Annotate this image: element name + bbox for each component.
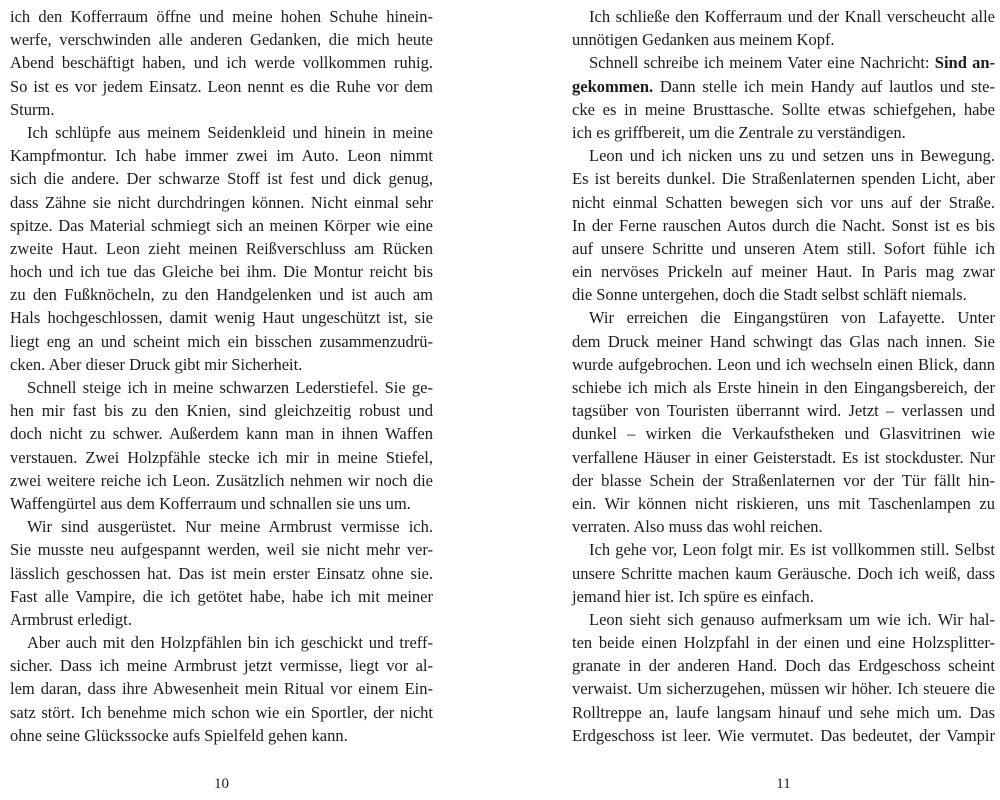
text-line: verstauen. Zwei Holzpfähle stecke ich mir in meine Stiefel, — [10, 447, 433, 467]
text-line: Ich schlüpfe aus meinem Seidenkleid und hinein in meine — [27, 122, 433, 142]
text-line: hen mir fast bis zu den Knien, sind gleichzeitig robust und — [10, 401, 433, 421]
text-line: lem daran, dass ihre Abwesenheit mein Ritual vor einem Ein- — [10, 679, 433, 699]
text-line: verraten. Also muss das wohl reichen. — [572, 517, 823, 537]
text-line: Leon sieht sich genauso aufmerksam um wie ich. Wir hal- — [589, 609, 995, 629]
text-line: die Sonne untergehen, doch die Stadt selbst schläft niemals. — [572, 285, 967, 305]
text-line: jemand hier ist. Ich spüre es einfach. — [572, 586, 814, 606]
text-line: Armbrust erledigt. — [10, 609, 132, 629]
page-right-text — [572, 5, 995, 747]
text-line: schiebe ich mich als Erste hinein in den Eingangsbereich, der — [572, 378, 995, 397]
text-line: ein nervöses Prickeln auf meiner Haut. In Paris mag zwar — [572, 262, 995, 282]
text-line: liegt eng an und scheint mich ein bisschen zusammenzudrü- — [10, 331, 433, 351]
text-line: satz stört. Ich benehme mich schon wie ein Sportler, der nicht — [10, 702, 433, 722]
page-number-right: 11 — [776, 776, 791, 792]
text-line: sich die andere. Der schwarze Stoff ist fest und dick genug, — [10, 169, 433, 189]
text-line: tagsüber von Touristen überrannt wird. Jetzt – verlassen und — [572, 401, 995, 421]
text-line: Wir sind ausgerüstet. Nur meine Armbrust vermisse ich. — [27, 517, 433, 537]
page-left-text — [10, 5, 433, 747]
text-line: ich den Kofferraum öffne und meine hohen Schuhe hinein- — [10, 7, 433, 26]
text-line: Hals hochgeschlossen, damit wenig Haut ungeschützt ist, sie — [10, 308, 433, 328]
text-line: Kampfmontur. Ich habe immer zwei im Auto. Leon nimmt — [10, 146, 433, 166]
text-line: cke es in meine Brusttasche. Sollte etwas schiefgehen, habe — [572, 99, 995, 119]
text-line: auf unsere Schritte und unseren Atem still. Sofort fühle ich — [572, 238, 995, 258]
text-line: verfallene Häuser in einer Geisterstadt. Es ist stockduster. Nur — [572, 447, 995, 467]
text-line: ein. Wir können nicht riskieren, uns mit Taschenlampen zu — [572, 493, 995, 513]
text-line: werfe, verschwinden alle anderen Gedanken, die mich heute — [10, 30, 433, 50]
text-line: doch nicht zu schwer. Außerdem kann man in ihnen Waffen — [10, 424, 433, 444]
text-line: Abend beschäftigt haben, und ich werde vollkommen ruhig. — [10, 53, 433, 73]
text-line: dass Zähne sie nicht durchdringen können. Nicht einmal sehr — [10, 192, 433, 212]
text-line: wurde aufgebrochen. Leon und ich wechseln einen Blick, dann — [572, 354, 995, 374]
text-line: Leon und ich nicken uns zu und setzen uns in Bewegung. — [589, 146, 995, 166]
text-line: Es ist bereits dunkel. Die Straßenlaternen spenden Licht, aber — [572, 169, 995, 189]
text-segment: Schnell schreibe ich meinem Vater eine Nachricht: — [589, 53, 935, 73]
text-line: unsere Schritte machen kaum Geräusche. Doch ich weiß, dass — [572, 563, 995, 583]
text-line: Ich gehe vor, Leon folgt mir. Es ist vollkommen still. Selbst — [589, 540, 995, 560]
text-line: Sturm. — [10, 99, 55, 119]
text-line: ten beide einen Holzpfahl in der einen und eine Holzsplitter- — [572, 633, 995, 653]
text-line: cken. Aber dieser Druck gibt mir Sicherheit. — [10, 354, 303, 374]
text-line: Wir erreichen die Eingangstüren von Lafayette. Unter — [589, 308, 995, 328]
text-line: Rolltreppe an, laufe langsam hinauf und sehe mich um. Das — [572, 702, 995, 722]
text-segment: Dann stelle ich mein Handy auf lautlos und ste- — [653, 76, 995, 96]
text-line: unnötigen Gedanken aus meinem Kopf. — [572, 30, 835, 50]
text-line: zweite Haut. Leon zieht meinen Reißverschluss am Rücken — [10, 238, 433, 258]
text-line: dem Druck meiner Hand schwingt das Glas nach innen. Sie — [572, 331, 995, 351]
text-line: granate in der anderen Hand. Doch das Erdgeschoss scheint — [572, 656, 995, 676]
text-line: In der Ferne rauschen Autos durch die Nacht. Sonst ist es bis — [572, 215, 995, 235]
text-line: spitze. Das Material schmiegt sich an meinen Körper wie eine — [10, 215, 433, 235]
text-line: Schnell steige ich in meine schwarzen Lederstiefel. Sie ge- — [27, 378, 433, 397]
text-line: lässlich geschossen hat. Das ist mein erster Einsatz ohne sie. — [10, 563, 433, 583]
text-line — [572, 51, 995, 74]
text-line: verwaist. Um sicherzugehen, müssen wir höher. Ich steuere die — [572, 679, 995, 699]
bold-text: gekommen. — [572, 76, 654, 96]
text-line: ohne seine Glückssocke aufs Spielfeld gehen kann. — [10, 725, 348, 745]
text-line: ich es griffbereit, um die Zentrale zu verständigen. — [572, 122, 906, 142]
page-number-left: 10 — [214, 776, 229, 792]
text-line: zwei weitere reiche ich Leon. Zusätzlich nehmen wir noch die — [10, 470, 433, 490]
text-line: Erdgeschoss ist leer. Wie vermutet. Das bedeutet, der Vampir — [572, 725, 995, 745]
text-line: So ist es vor jedem Einsatz. Leon nennt es die Ruhe vor dem — [10, 76, 433, 96]
text-line — [572, 75, 995, 98]
bold-text: Sind an- — [934, 53, 995, 73]
text-line: hoch und ich tue das Gleiche bei ihm. Die Montur reicht bis — [10, 262, 433, 282]
text-line: Fast alle Vampire, die ich getötet habe, habe ich mit meiner — [10, 586, 433, 606]
text-line: nicht einmal Schatten bewegen sich vor uns auf der Straße. — [572, 192, 995, 212]
text-line: sicher. Dass ich meine Armbrust jetzt vermisse, liegt vor al- — [10, 656, 433, 676]
text-line: dunkel – wirken die Verkaufstheken und Glasvitrinen wie — [572, 424, 995, 444]
text-line: Ich schließe den Kofferraum und der Knall verscheucht alle — [589, 7, 995, 26]
text-line: Waffengürtel aus dem Kofferraum und schnallen sie uns um. — [10, 493, 411, 513]
text-line: der blasse Schein der Straßenlaternen vor der Tür fällt hin- — [572, 470, 995, 490]
text-line: Aber auch mit den Holzpfählen bin ich geschickt und treff- — [27, 633, 433, 653]
text-line: Sie musste neu aufgespannt werden, weil sie nicht mehr ver- — [10, 540, 433, 560]
text-line: zu den Fußknöcheln, zu den Handgelenken und ist auch am — [10, 285, 433, 305]
